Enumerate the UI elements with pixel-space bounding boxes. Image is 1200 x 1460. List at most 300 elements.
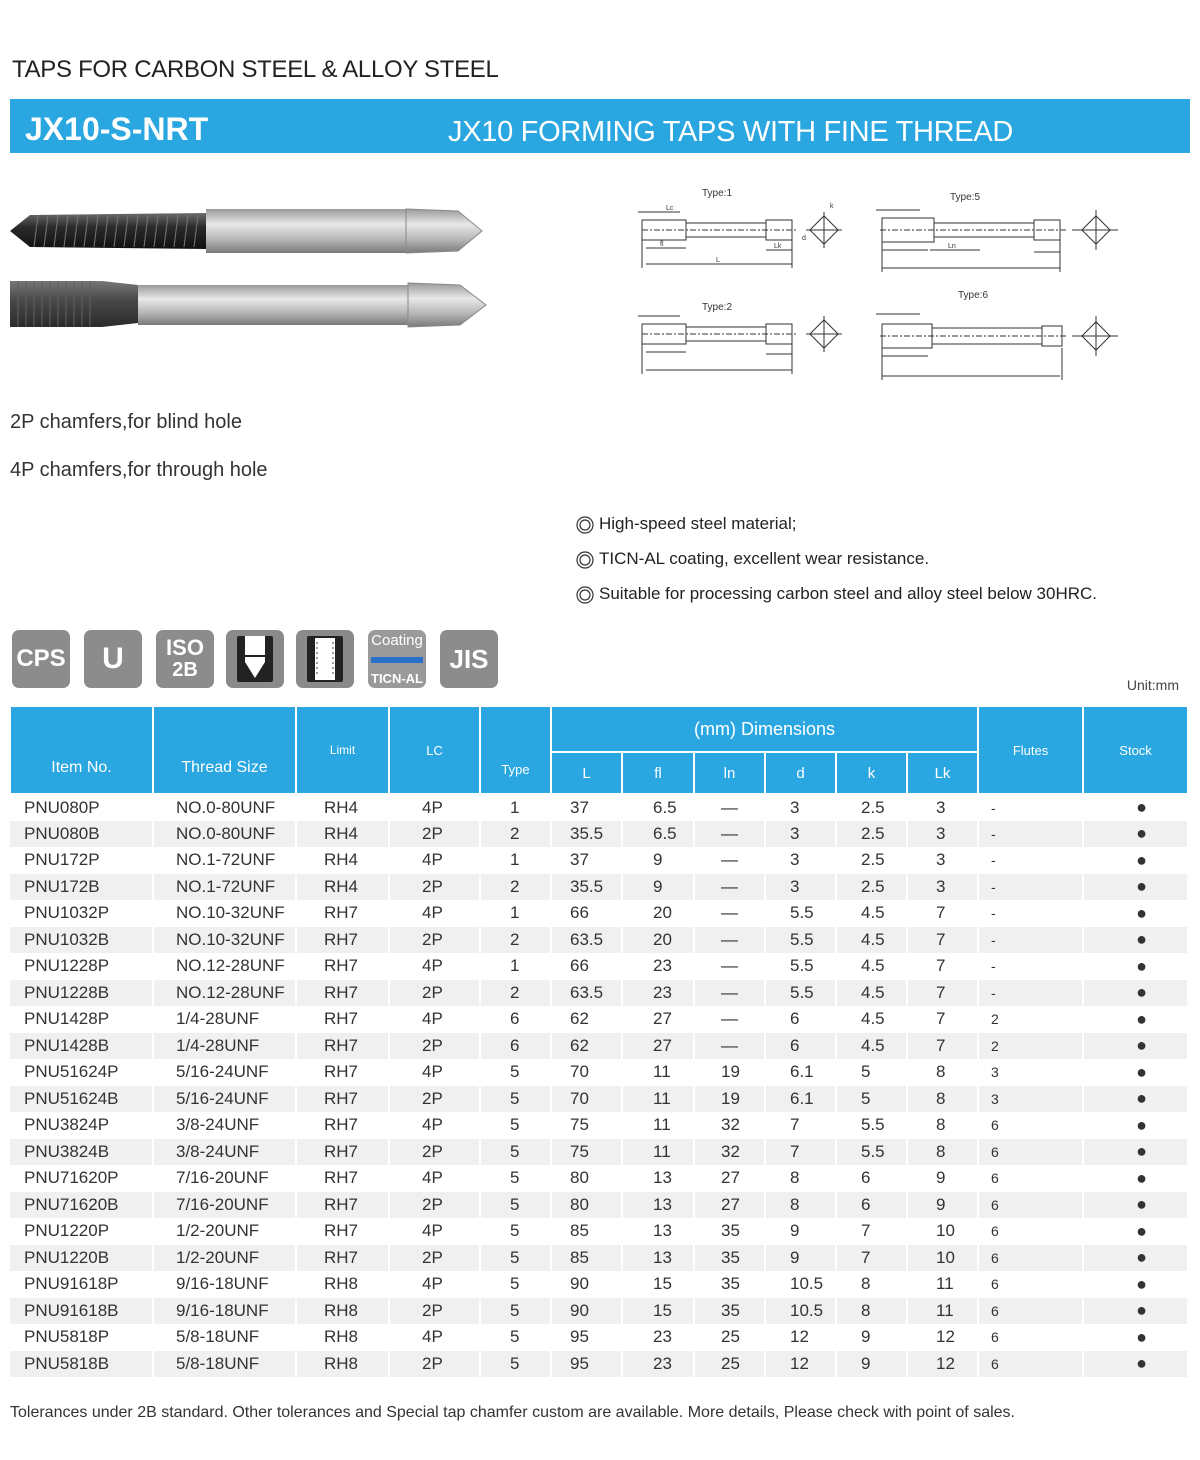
cell-k: 9 [836, 1324, 907, 1351]
cell-k: 8 [836, 1271, 907, 1298]
diagram-k-label: k [830, 203, 834, 210]
cell-stock: ● [1083, 1271, 1188, 1298]
cell-L: 63.5 [551, 980, 622, 1007]
cell-item-no: PNU3824P [10, 1112, 153, 1139]
diagram-type6-label: Type:6 [958, 290, 989, 301]
diagram-type1 [638, 212, 842, 268]
cell-ln: 35 [694, 1245, 765, 1272]
cell-lc: 2P [389, 874, 480, 901]
cell-d: 10.5 [765, 1298, 836, 1325]
cell-fl: 23 [622, 1324, 694, 1351]
cell-lc: 4P [389, 1112, 480, 1139]
cell-k: 2.5 [836, 821, 907, 848]
cell-d: 9 [765, 1245, 836, 1272]
table-row [10, 1218, 1188, 1245]
cell-flutes: 6 [978, 1351, 1083, 1378]
diagram-type6 [876, 314, 1118, 380]
cell-limit: RH4 [296, 847, 389, 874]
cell-fl: 11 [622, 1059, 694, 1086]
cell-fl: 13 [622, 1218, 694, 1245]
cell-ln: — [694, 847, 765, 874]
cell-thread-size: NO.10-32UNF [153, 927, 296, 954]
cell-thread-size: 1/4-28UNF [153, 1006, 296, 1033]
cell-type: 5 [480, 1192, 551, 1219]
cell-thread-size: 7/16-20UNF [153, 1192, 296, 1219]
table-row [10, 953, 1188, 980]
diagram-d-label: d [802, 235, 806, 242]
cell-k: 4.5 [836, 1006, 907, 1033]
diagram-ln-label: Ln [948, 243, 956, 250]
cell-fl: 23 [622, 980, 694, 1007]
feature-text: TICN-AL coating, excellent wear resistance. [599, 549, 930, 568]
cell-d: 5.5 [765, 927, 836, 954]
cell-L: 95 [551, 1351, 622, 1378]
cell-stock: ● [1083, 927, 1188, 954]
cell-item-no: PNU1428P [10, 1006, 153, 1033]
table-row [10, 1351, 1188, 1378]
table-row [10, 1192, 1188, 1219]
cell-type: 5 [480, 1218, 551, 1245]
cell-d: 8 [765, 1192, 836, 1219]
cell-k: 7 [836, 1245, 907, 1272]
cell-type: 6 [480, 1006, 551, 1033]
table-row [10, 1271, 1188, 1298]
jis-badge: JIS [440, 630, 498, 688]
cell-ln: 35 [694, 1218, 765, 1245]
feature-text: High-speed steel material; [599, 514, 797, 533]
cell-thread-size: 1/4-28UNF [153, 1033, 296, 1060]
cell-limit: RH7 [296, 1112, 389, 1139]
cell-ln: 19 [694, 1059, 765, 1086]
cell-lk: 3 [907, 874, 978, 901]
cell-ln: 27 [694, 1165, 765, 1192]
product-name: JX10 FORMING TAPS WITH FINE THREAD [448, 116, 1014, 148]
cell-flutes: 2 [978, 1006, 1083, 1033]
cell-fl: 23 [622, 953, 694, 980]
cell-k: 5.5 [836, 1139, 907, 1166]
cell-flutes: - [978, 900, 1083, 927]
cell-limit: RH4 [296, 874, 389, 901]
tap-photo-bottom [10, 281, 486, 327]
cell-item-no: PNU1220B [10, 1245, 153, 1272]
cell-L: 35.5 [551, 821, 622, 848]
cell-k: 5 [836, 1086, 907, 1113]
footer-note: Tolerances under 2B standard. Other tolerances and Special tap chamfer custom are available. More details, Please check with point of sales. [10, 1404, 1015, 1421]
iso-badge-top: ISO [166, 635, 204, 660]
header-k: k [836, 752, 907, 794]
cell-ln: — [694, 900, 765, 927]
cell-k: 4.5 [836, 980, 907, 1007]
cell-lc: 4P [389, 1059, 480, 1086]
double-circle-icon [576, 514, 596, 534]
cell-L: 63.5 [551, 927, 622, 954]
cell-item-no: PNU5818P [10, 1324, 153, 1351]
cell-item-no: PNU080P [10, 794, 153, 821]
cell-item-no: PNU172B [10, 874, 153, 901]
cell-lk: 8 [907, 1059, 978, 1086]
table-row [10, 1086, 1188, 1113]
cell-lc: 2P [389, 1139, 480, 1166]
feature-text: Suitable for processing carbon steel and alloy steel below 30HRC. [599, 584, 1097, 603]
cell-lk: 7 [907, 953, 978, 980]
cell-thread-size: 9/16-18UNF [153, 1298, 296, 1325]
cell-lk: 9 [907, 1165, 978, 1192]
cell-item-no: PNU1032P [10, 900, 153, 927]
cell-flutes: - [978, 927, 1083, 954]
header-ln: ln [694, 752, 765, 794]
cell-lk: 3 [907, 821, 978, 848]
feature-list [576, 514, 1097, 619]
cell-stock: ● [1083, 1006, 1188, 1033]
cell-type: 1 [480, 900, 551, 927]
cell-lk: 7 [907, 1033, 978, 1060]
product-banner [10, 99, 1190, 153]
cell-k: 6 [836, 1192, 907, 1219]
cell-d: 7 [765, 1139, 836, 1166]
cell-fl: 11 [622, 1139, 694, 1166]
table-row [10, 847, 1188, 874]
cell-k: 5.5 [836, 1112, 907, 1139]
cell-fl: 27 [622, 1006, 694, 1033]
cell-lk: 8 [907, 1139, 978, 1166]
chamfer-tool-icon [233, 634, 277, 684]
cell-type: 1 [480, 847, 551, 874]
cell-ln: — [694, 874, 765, 901]
cell-fl: 11 [622, 1086, 694, 1113]
cell-type: 1 [480, 794, 551, 821]
cell-L: 62 [551, 1033, 622, 1060]
header-item-no: Item No. [10, 706, 153, 794]
cell-thread-size: 5/8-18UNF [153, 1324, 296, 1351]
table-row [10, 1298, 1188, 1325]
cell-thread-size: NO.12-28UNF [153, 980, 296, 1007]
cell-type: 1 [480, 953, 551, 980]
table-row [10, 1112, 1188, 1139]
cell-item-no: PNU5818B [10, 1351, 153, 1378]
cell-ln: 35 [694, 1298, 765, 1325]
cell-ln: — [694, 821, 765, 848]
cell-fl: 13 [622, 1245, 694, 1272]
cell-stock: ● [1083, 1351, 1188, 1378]
cell-thread-size: 5/16-24UNF [153, 1059, 296, 1086]
table-row [10, 1245, 1188, 1272]
cell-lc: 4P [389, 953, 480, 980]
cell-d: 7 [765, 1112, 836, 1139]
cell-type: 6 [480, 1033, 551, 1060]
table-row [10, 821, 1188, 848]
cell-L: 37 [551, 794, 622, 821]
through-hole-icon [296, 630, 354, 688]
cell-flutes: 6 [978, 1139, 1083, 1166]
cell-L: 90 [551, 1271, 622, 1298]
cell-L: 95 [551, 1324, 622, 1351]
cell-lc: 4P [389, 900, 480, 927]
cell-limit: RH7 [296, 1059, 389, 1086]
cell-L: 90 [551, 1298, 622, 1325]
cell-ln: 25 [694, 1351, 765, 1378]
cell-fl: 11 [622, 1112, 694, 1139]
cell-fl: 20 [622, 900, 694, 927]
cell-thread-size: 7/16-20UNF [153, 1165, 296, 1192]
cell-d: 5.5 [765, 980, 836, 1007]
cell-stock: ● [1083, 953, 1188, 980]
iso-badge-bottom: 2B [172, 659, 198, 681]
table-row [10, 1033, 1188, 1060]
cell-lc: 2P [389, 1245, 480, 1272]
cell-ln: — [694, 794, 765, 821]
coating-badge-top: Coating [371, 632, 423, 649]
cell-d: 12 [765, 1351, 836, 1378]
cell-limit: RH7 [296, 1192, 389, 1219]
cell-type: 2 [480, 980, 551, 1007]
cell-d: 6 [765, 1006, 836, 1033]
cell-d: 3 [765, 821, 836, 848]
cell-flutes: 3 [978, 1086, 1083, 1113]
cell-stock: ● [1083, 1165, 1188, 1192]
cell-ln: — [694, 1006, 765, 1033]
cell-limit: RH7 [296, 1218, 389, 1245]
cell-lc: 4P [389, 794, 480, 821]
header-thread-size: Thread Size [153, 706, 296, 794]
cell-lk: 7 [907, 900, 978, 927]
diagram-type5-label: Type:5 [950, 192, 981, 203]
cell-ln: — [694, 927, 765, 954]
diagram-lc-label: Lc [666, 205, 674, 212]
cell-item-no: PNU1228B [10, 980, 153, 1007]
header-d: d [765, 752, 836, 794]
cell-type: 5 [480, 1298, 551, 1325]
cell-k: 6 [836, 1165, 907, 1192]
cell-k: 9 [836, 1351, 907, 1378]
double-circle-icon [576, 584, 596, 604]
cell-fl: 15 [622, 1271, 694, 1298]
cell-item-no: PNU1220P [10, 1218, 153, 1245]
cell-L: 75 [551, 1112, 622, 1139]
cell-thread-size: 3/8-24UNF [153, 1112, 296, 1139]
diagram-type1-label: Type:1 [702, 188, 733, 199]
header-flutes: Flutes [978, 706, 1083, 794]
cell-flutes: 6 [978, 1218, 1083, 1245]
diagram-type2 [638, 316, 842, 374]
cell-limit: RH7 [296, 1033, 389, 1060]
feature-item [576, 584, 1097, 619]
double-circle-icon [576, 549, 596, 569]
cell-type: 5 [480, 1059, 551, 1086]
cell-flutes: 3 [978, 1059, 1083, 1086]
cell-stock: ● [1083, 1033, 1188, 1060]
cell-limit: RH7 [296, 900, 389, 927]
cell-limit: RH7 [296, 1086, 389, 1113]
cell-fl: 23 [622, 1351, 694, 1378]
cell-flutes: - [978, 794, 1083, 821]
cell-item-no: PNU51624P [10, 1059, 153, 1086]
cell-k: 2.5 [836, 847, 907, 874]
cell-L: 80 [551, 1192, 622, 1219]
cell-L: 85 [551, 1245, 622, 1272]
cell-k: 8 [836, 1298, 907, 1325]
cell-d: 12 [765, 1324, 836, 1351]
cell-ln: 35 [694, 1271, 765, 1298]
cell-thread-size: 5/16-24UNF [153, 1086, 296, 1113]
cell-limit: RH7 [296, 953, 389, 980]
cell-flutes: 6 [978, 1271, 1083, 1298]
cell-d: 6.1 [765, 1059, 836, 1086]
cell-flutes: - [978, 980, 1083, 1007]
iso-2b-badge [156, 630, 214, 688]
coating-badge [368, 630, 426, 688]
cell-d: 6 [765, 1033, 836, 1060]
header-type: Type [480, 706, 551, 794]
cell-limit: RH8 [296, 1351, 389, 1378]
tap-photo-top [10, 209, 482, 253]
cell-L: 70 [551, 1059, 622, 1086]
cell-L: 37 [551, 847, 622, 874]
cell-k: 2.5 [836, 794, 907, 821]
cell-lc: 2P [389, 1351, 480, 1378]
cell-thread-size: NO.1-72UNF [153, 874, 296, 901]
cell-item-no: PNU91618P [10, 1271, 153, 1298]
coating-badge-bottom: TICN-AL [371, 671, 423, 686]
cell-lk: 9 [907, 1192, 978, 1219]
spec-table-body [10, 794, 1188, 1377]
cell-L: 75 [551, 1139, 622, 1166]
cell-fl: 9 [622, 847, 694, 874]
cell-limit: RH4 [296, 821, 389, 848]
cell-d: 5.5 [765, 953, 836, 980]
diagram-type2-label: Type:2 [702, 302, 733, 313]
cell-type: 5 [480, 1324, 551, 1351]
cell-lk: 11 [907, 1298, 978, 1325]
cell-L: 70 [551, 1086, 622, 1113]
cell-thread-size: 1/2-20UNF [153, 1245, 296, 1272]
cell-lc: 2P [389, 927, 480, 954]
cell-k: 2.5 [836, 874, 907, 901]
cell-lk: 12 [907, 1324, 978, 1351]
cell-flutes: 6 [978, 1165, 1083, 1192]
cell-item-no: PNU71620B [10, 1192, 153, 1219]
cell-type: 5 [480, 1139, 551, 1166]
cell-lc: 2P [389, 1086, 480, 1113]
blind-hole-chamfer-icon [226, 630, 284, 688]
feature-item [576, 514, 1097, 549]
cell-stock: ● [1083, 1086, 1188, 1113]
header-lk: Lk [907, 752, 978, 794]
cell-stock: ● [1083, 1192, 1188, 1219]
cell-item-no: PNU1032B [10, 927, 153, 954]
cell-k: 4.5 [836, 927, 907, 954]
category-title: TAPS FOR CARBON STEEL & ALLOY STEEL [12, 56, 499, 83]
cell-fl: 13 [622, 1192, 694, 1219]
cell-limit: RH4 [296, 794, 389, 821]
through-hole-tool-icon [303, 634, 347, 684]
cell-stock: ● [1083, 1218, 1188, 1245]
cell-ln: 32 [694, 1139, 765, 1166]
cell-thread-size: NO.12-28UNF [153, 953, 296, 980]
table-row [10, 1165, 1188, 1192]
cell-fl: 13 [622, 1165, 694, 1192]
cell-stock: ● [1083, 847, 1188, 874]
cell-thread-size: NO.1-72UNF [153, 847, 296, 874]
cell-ln: 25 [694, 1324, 765, 1351]
cell-limit: RH7 [296, 1006, 389, 1033]
cell-lk: 3 [907, 847, 978, 874]
unit-label: Unit:mm [1126, 677, 1179, 693]
cps-badge: CPS [12, 630, 70, 688]
table-row [10, 1059, 1188, 1086]
table-row [10, 900, 1188, 927]
cell-flutes: 6 [978, 1192, 1083, 1219]
cell-thread-size: 9/16-18UNF [153, 1271, 296, 1298]
table-row [10, 1139, 1188, 1166]
cell-fl: 20 [622, 927, 694, 954]
table-row [10, 794, 1188, 821]
cell-k: 5 [836, 1059, 907, 1086]
cell-stock: ● [1083, 1298, 1188, 1325]
table-row [10, 980, 1188, 1007]
cell-fl: 6.5 [622, 794, 694, 821]
cell-d: 3 [765, 794, 836, 821]
cell-flutes: 6 [978, 1298, 1083, 1325]
cell-thread-size: 5/8-18UNF [153, 1351, 296, 1378]
cell-item-no: PNU172P [10, 847, 153, 874]
cell-ln: 19 [694, 1086, 765, 1113]
cell-lc: 2P [389, 821, 480, 848]
cell-type: 5 [480, 1112, 551, 1139]
cell-type: 5 [480, 1245, 551, 1272]
cell-L: 62 [551, 1006, 622, 1033]
cell-lc: 4P [389, 1165, 480, 1192]
chamfer-note-blind: 2P chamfers,for blind hole [10, 411, 242, 433]
cell-lc: 4P [389, 1324, 480, 1351]
table-row [10, 874, 1188, 901]
cell-lc: 4P [389, 1218, 480, 1245]
cell-type: 5 [480, 1271, 551, 1298]
cell-limit: RH8 [296, 1298, 389, 1325]
cell-k: 4.5 [836, 1033, 907, 1060]
cell-ln: — [694, 980, 765, 1007]
cell-lc: 2P [389, 1033, 480, 1060]
cell-type: 2 [480, 927, 551, 954]
cell-item-no: PNU3824B [10, 1139, 153, 1166]
cell-d: 6.1 [765, 1086, 836, 1113]
cell-thread-size: NO.10-32UNF [153, 900, 296, 927]
cell-item-no: PNU080B [10, 821, 153, 848]
cell-stock: ● [1083, 794, 1188, 821]
cell-lk: 10 [907, 1218, 978, 1245]
cell-thread-size: 3/8-24UNF [153, 1139, 296, 1166]
cell-k: 7 [836, 1218, 907, 1245]
header-dimensions: (mm) Dimensions [551, 706, 978, 752]
cell-flutes: 6 [978, 1245, 1083, 1272]
chamfer-note-through: 4P chamfers,for through hole [10, 459, 268, 481]
table-row [10, 1006, 1188, 1033]
cell-limit: RH7 [296, 980, 389, 1007]
diagram-type5 [876, 210, 1118, 272]
cell-limit: RH7 [296, 1139, 389, 1166]
cell-lk: 7 [907, 1006, 978, 1033]
u-badge: U [84, 630, 142, 688]
cell-L: 85 [551, 1218, 622, 1245]
cell-d: 5.5 [765, 900, 836, 927]
cell-lc: 4P [389, 1271, 480, 1298]
cell-ln: — [694, 1033, 765, 1060]
cell-limit: RH8 [296, 1271, 389, 1298]
cell-ln: 27 [694, 1192, 765, 1219]
cell-flutes: - [978, 821, 1083, 848]
cell-lk: 10 [907, 1245, 978, 1272]
cell-stock: ● [1083, 900, 1188, 927]
diagram-lk-label: Lk [774, 243, 782, 250]
